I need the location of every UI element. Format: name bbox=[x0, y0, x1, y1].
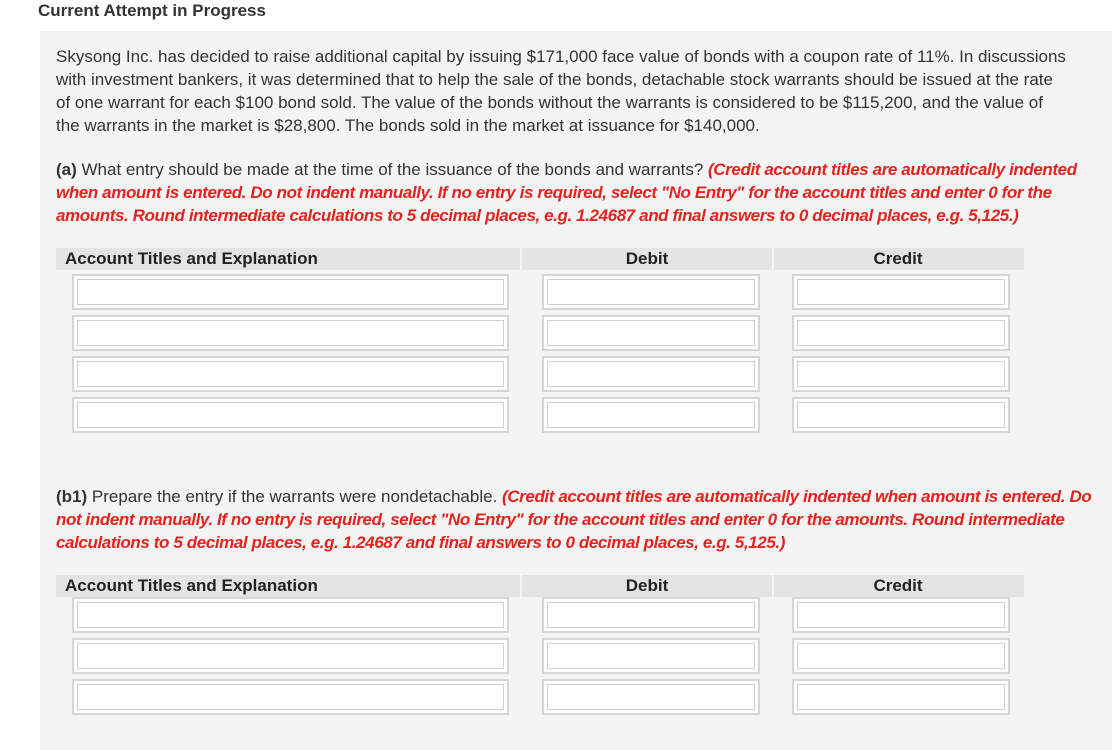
credit-amount-input[interactable] bbox=[797, 602, 1005, 628]
part-b1-instruction: (Credit account titles are automatically indented when amount is entered. Do not indent manually. If no entry is required, select "No Entry" for the account titles and enter 0 for the amounts. Round intermediate calculations to 5 decimal places, e.g. 1.24687 and final answers to 0 decimal places, e.g. 5,125.) bbox=[56, 487, 1092, 552]
credit-cell bbox=[792, 638, 1010, 674]
account-title-input[interactable] bbox=[77, 402, 504, 428]
debit-amount-input[interactable] bbox=[547, 279, 755, 305]
debit-cell bbox=[542, 638, 760, 674]
account-cell bbox=[72, 356, 509, 392]
attempt-status-title: Current Attempt in Progress bbox=[38, 1, 266, 20]
part-a-journal-row bbox=[72, 397, 1012, 433]
credit-amount-input[interactable] bbox=[797, 361, 1005, 387]
account-title-input[interactable] bbox=[77, 279, 504, 305]
debit-amount-input[interactable] bbox=[547, 643, 755, 669]
part-a-instruction: (Credit account titles are automatically indented when amount is entered. Do not indent manually. If no entry is required, select "No Entry" for the account titles and enter 0 for the amounts. Round intermediate calculations to 5 decimal places, e.g. 1.24687 and final answers to 0 decimal places, e.g. 5,125.) bbox=[56, 160, 1077, 225]
debit-cell bbox=[542, 274, 760, 310]
account-cell bbox=[72, 274, 509, 310]
part-a-header-account: Account Titles and Explanation bbox=[56, 248, 522, 270]
part-a-journal-row bbox=[72, 315, 1012, 351]
credit-cell bbox=[792, 397, 1010, 433]
account-cell bbox=[72, 638, 509, 674]
part-b1-question-text: Prepare the entry if the warrants were nondetachable. bbox=[87, 487, 503, 506]
part-a-header-debit: Debit bbox=[522, 248, 774, 270]
part-b1-question bbox=[56, 485, 1096, 554]
part-b1-header-account: Account Titles and Explanation bbox=[56, 575, 522, 597]
debit-amount-input[interactable] bbox=[547, 402, 755, 428]
part-b1-header-debit: Debit bbox=[522, 575, 774, 597]
part-a-journal-row bbox=[72, 356, 1012, 392]
account-title-input[interactable] bbox=[77, 643, 504, 669]
account-cell bbox=[72, 679, 509, 715]
part-a-journal-row bbox=[72, 274, 1012, 310]
part-a-table-header bbox=[56, 248, 1024, 270]
account-title-input[interactable] bbox=[77, 602, 504, 628]
debit-cell bbox=[542, 397, 760, 433]
credit-amount-input[interactable] bbox=[797, 643, 1005, 669]
debit-cell bbox=[542, 356, 760, 392]
debit-cell bbox=[542, 679, 760, 715]
account-title-input[interactable] bbox=[77, 361, 504, 387]
part-b1-journal-row bbox=[72, 597, 1012, 633]
account-title-input[interactable] bbox=[77, 320, 504, 346]
debit-cell bbox=[542, 597, 760, 633]
account-title-input[interactable] bbox=[77, 684, 504, 710]
credit-amount-input[interactable] bbox=[797, 402, 1005, 428]
problem-statement: Skysong Inc. has decided to raise additional capital by issuing $171,000 face value of bonds with a coupon rate of 11%. In discussions with investment bankers, it was determined that to help the sale of the bonds, detachable stock warrants should be issued at the rate of one warrant for each $100 bond sold. The value of the bonds without the warrants is considered to be $115,200, and the value of the warrants in the market is $28,800. The bonds sold in the market at issuance for $140,000. bbox=[56, 47, 1066, 135]
part-a-label: (a) bbox=[56, 160, 77, 179]
account-cell bbox=[72, 597, 509, 633]
credit-cell bbox=[792, 597, 1010, 633]
part-b1-table-header bbox=[56, 575, 1024, 597]
credit-cell bbox=[792, 679, 1010, 715]
debit-amount-input[interactable] bbox=[547, 361, 755, 387]
credit-cell bbox=[792, 356, 1010, 392]
part-b1-label: (b1) bbox=[56, 487, 88, 506]
debit-amount-input[interactable] bbox=[547, 684, 755, 710]
credit-amount-input[interactable] bbox=[797, 279, 1005, 305]
debit-amount-input[interactable] bbox=[547, 602, 755, 628]
part-b1-journal-row bbox=[72, 679, 1012, 715]
part-a-header-credit: Credit bbox=[772, 248, 1026, 270]
debit-cell bbox=[542, 315, 760, 351]
credit-amount-input[interactable] bbox=[797, 684, 1005, 710]
part-a-question bbox=[56, 158, 1096, 227]
credit-cell bbox=[792, 315, 1010, 351]
part-b1-header-credit: Credit bbox=[772, 575, 1026, 597]
part-b1-journal-row bbox=[72, 638, 1012, 674]
account-cell bbox=[72, 315, 509, 351]
credit-amount-input[interactable] bbox=[797, 320, 1005, 346]
credit-cell bbox=[792, 274, 1010, 310]
account-cell bbox=[72, 397, 509, 433]
debit-amount-input[interactable] bbox=[547, 320, 755, 346]
part-a-question-text: What entry should be made at the time of the issuance of the bonds and warrants? bbox=[76, 160, 709, 179]
